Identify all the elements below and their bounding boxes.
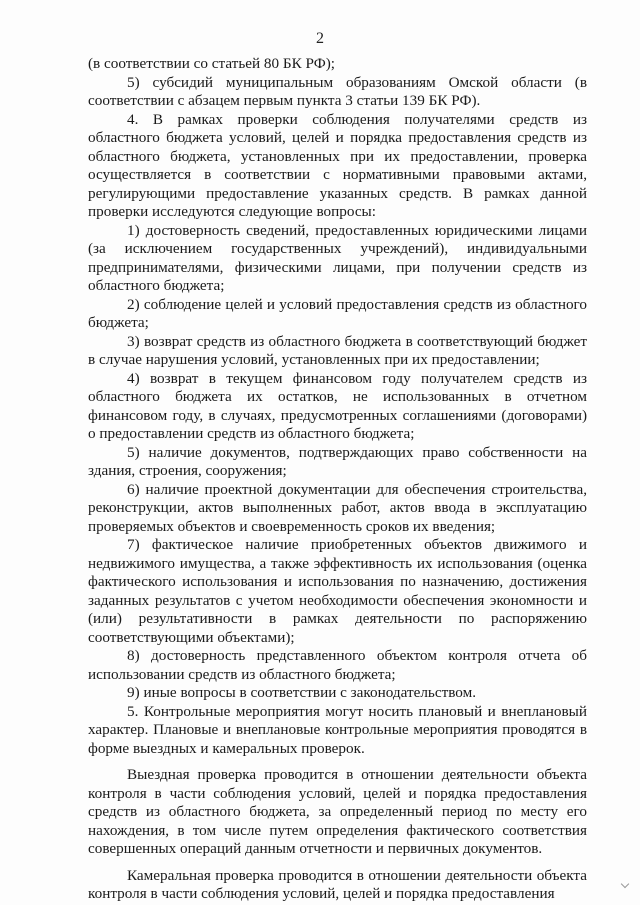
paragraph-question-7: 7) фактическое наличие приобретенных объектов движимого и недвижимого имущества, а также эффективность их использования (оценка фактического использования и использования по назначению, достижения заданных результатов с учетом необходимости обеспечения экономности и (или) результативности в рамках деятельности по распоряжению соответствующими объектами); [88, 536, 587, 646]
corner-mark-icon [621, 880, 629, 888]
paragraph-question-5: 5) наличие документов, подтверждающих право собственности на здания, строения, сооружения; [88, 443, 587, 479]
paragraph-item-5-subsidies: 5) субсидий муниципальным образованиям Омской области (в соответствии с абзацем первым пункта 3 статьи 139 БК РФ). [88, 73, 587, 109]
page-number: 2 [316, 30, 324, 47]
document-body [88, 55, 587, 904]
paragraph-question-9: 9) иные вопросы в соответствии с законодательством. [127, 684, 476, 701]
paragraph-field-inspection: Выездная проверка проводится в отношении деятельности объекта контроля в части соблюдения условий, целей и порядка предоставления средств из областного бюджета, за определенный период по месту его нахождения, в том числе путем определения фактического соответствия совершенных операций данным отчетности и первичных документов. [88, 766, 587, 857]
paragraph-question-4: 4) возврат в текущем финансовом году получателем средств из областного бюджета их остатков, не использованных в отчетном финансовом году, в случаях, предусмотренных соглашениями (договорами) о предоставлении средств из областного бюджета; [88, 369, 587, 442]
paragraph-question-1: 1) достоверность сведений, предоставленных юридическими лицами (за исключением государственных учреждений), индивидуальными предпринимателями, физическими лицами, при получении средств из областного бюджета; [88, 221, 587, 294]
paragraph-section-4: 4. В рамках проверки соблюдения получателями средств из областного бюджета условий, целей и порядка предоставления средств из областного бюджета, установленных при их предоставлении, проверка осуществляется в соответствии с нормативными правовыми актами, регулирующими предоставление указанных средств. В рамках данной проверки исследуются следующие вопросы: [88, 110, 587, 220]
paragraph-question-2: 2) соблюдение целей и условий предоставления средств из областного бюджета; [88, 295, 587, 331]
paragraph-desk-inspection: Камеральная проверка проводится в отношении деятельности объекта контроля в части соблюдения условий, целей и порядка предоставления [88, 866, 587, 902]
paragraph-question-6: 6) наличие проектной документации для обеспечения строительства, реконструкции, актов выполненных работ, актов ввода в эксплуатацию проверяемых объектов и своевременность сроков их введения; [88, 480, 587, 535]
paragraph-question-3: 3) возврат средств из областного бюджета в соответствующий бюджет в случае нарушения условий, установленных при их предоставлении; [88, 332, 587, 368]
paragraph-section-5: 5. Контрольные мероприятия могут носить плановый и внеплановый характер. Плановые и внеплановые контрольные мероприятия проводятся в форме выездных и камеральных проверок. [88, 702, 587, 757]
paragraph-continuation: (в соответствии со статьей 80 БК РФ); [88, 55, 336, 72]
paragraph-question-8: 8) достоверность представленного объектом контроля отчета об использовании средств из областного бюджета; [88, 647, 587, 683]
